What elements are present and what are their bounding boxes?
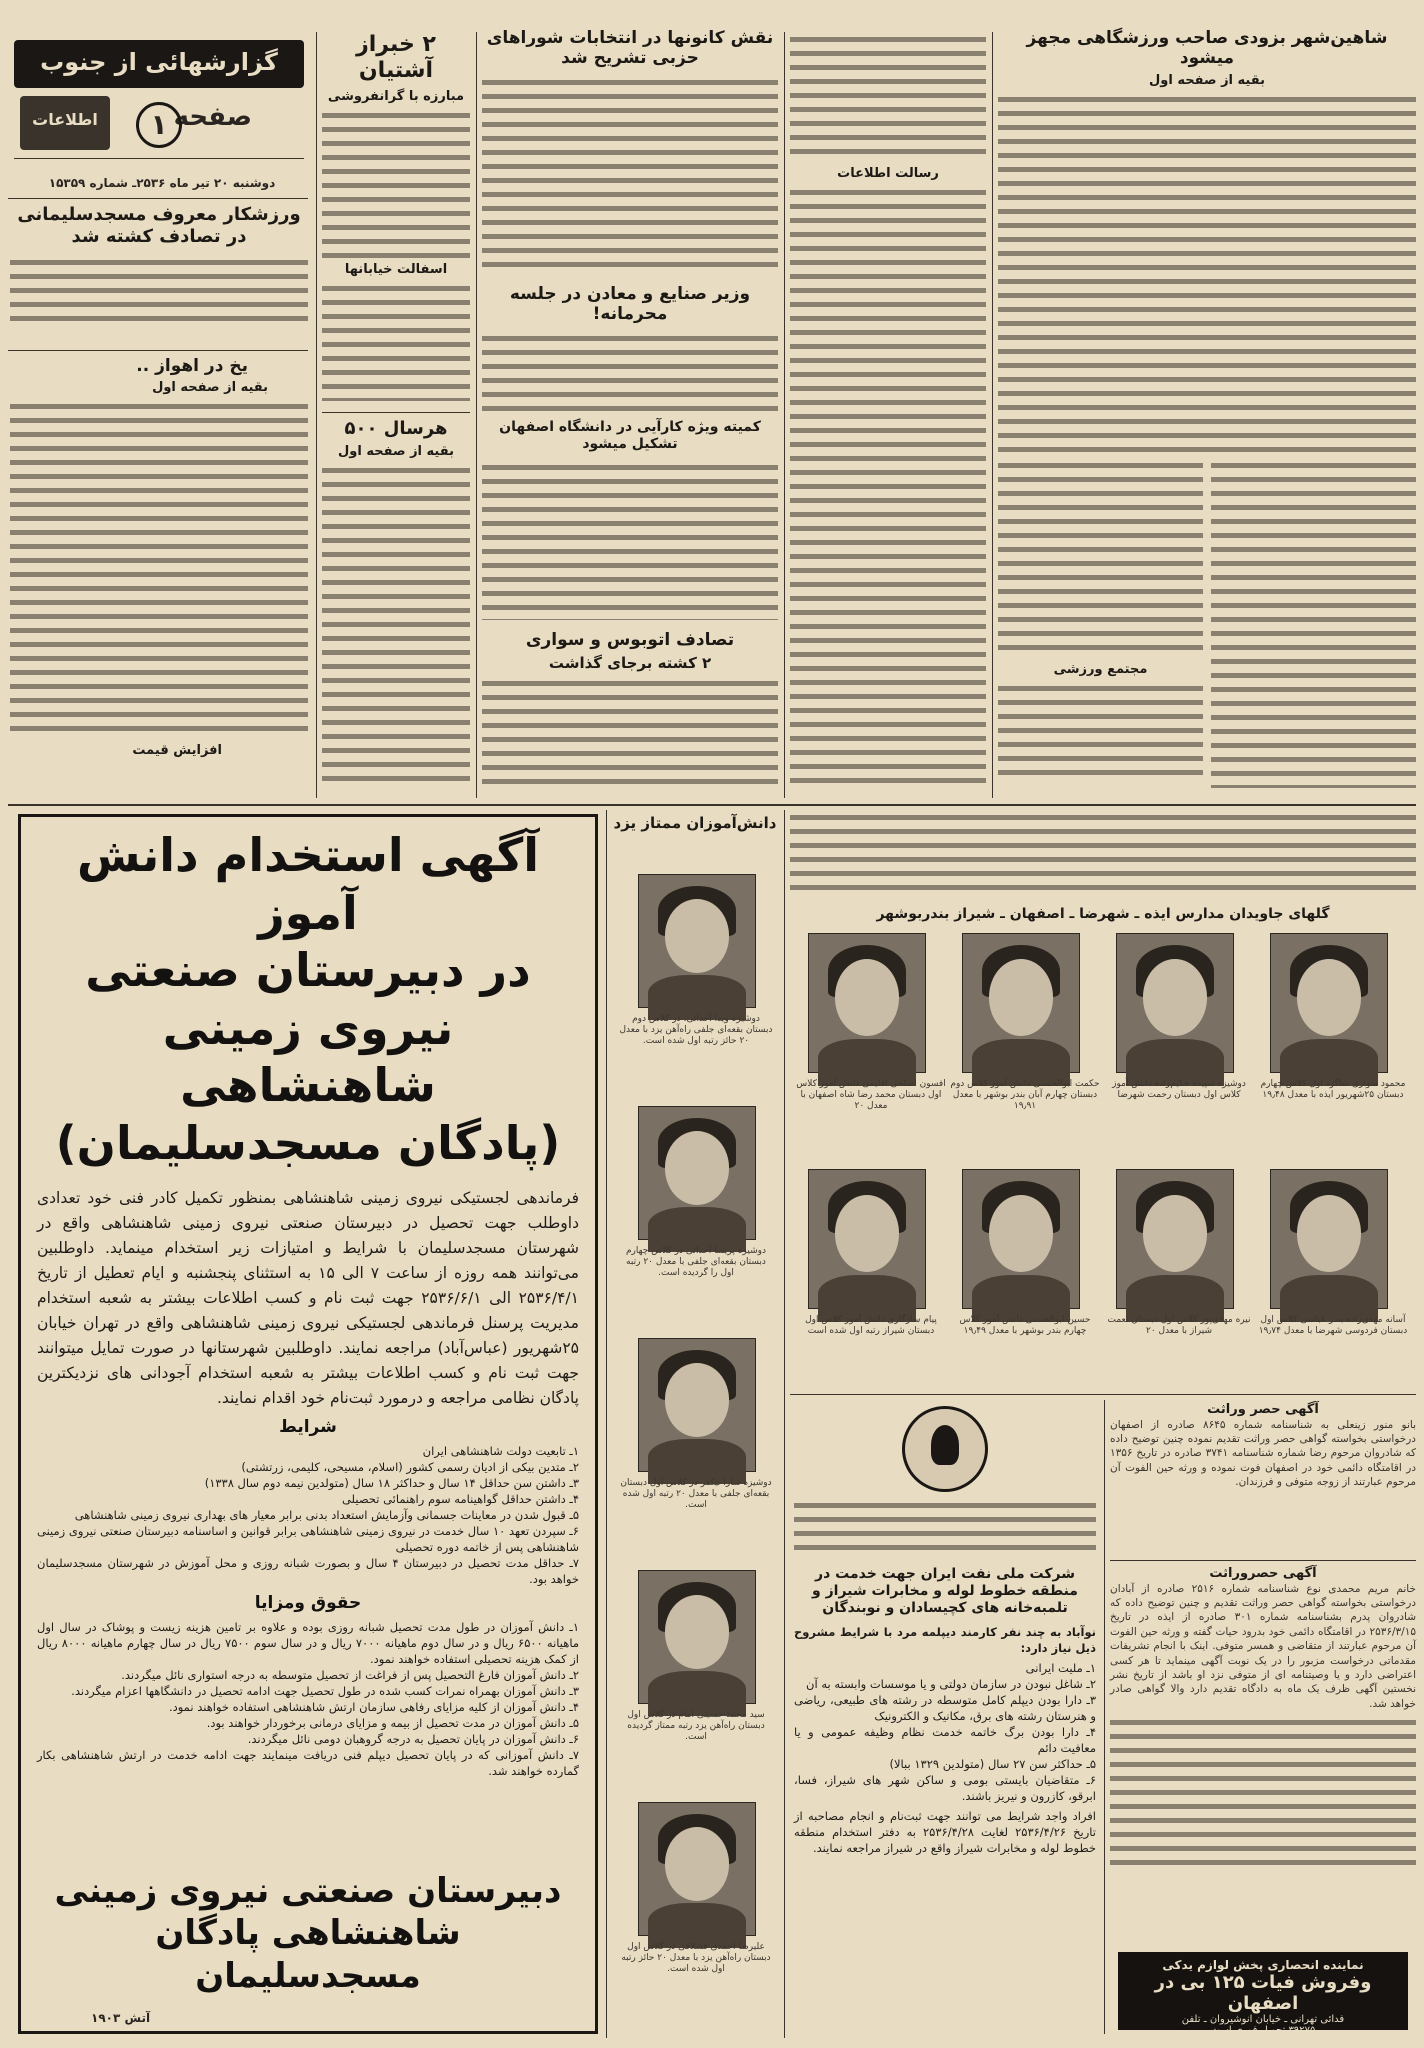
page-number: ۱: [150, 108, 168, 141]
employment-ad: [18, 814, 598, 2034]
fiat-line-3: فدائی تهرانی ـ خیابان انوشیروان ـ تلفن: [1181, 2014, 1345, 2025]
newspaper-logo: [20, 96, 110, 150]
article-continuation: [790, 32, 986, 798]
students-yazd: [612, 810, 778, 2038]
article-body: [998, 92, 1416, 452]
student-caption: سید محمد حسینی امام در کلاس اول دبستان راه‌آهن یزد رتبه ممتاز گردیده است.: [627, 1710, 765, 1742]
fiat-line-2: وفروش فیات ۱۲۵ بی در اصفهان: [1154, 1972, 1372, 2014]
article-shahinshahr: [998, 28, 1416, 800]
article-body: [482, 75, 778, 271]
article-body: [482, 331, 778, 411]
headline: ورزشکار معروف مسجدسلیمانی در تصادف کشته شد: [17, 204, 301, 247]
oil-ad-preamble: [794, 1498, 1096, 1558]
student-photo: [808, 933, 926, 1073]
subline: بقیه از صفحه اول: [152, 380, 268, 396]
article-athlete: [10, 204, 308, 346]
benefits-title: حقوق ومزایا: [254, 1593, 362, 1613]
subhead: افزایش قیمت: [126, 743, 228, 758]
student-photo: [1270, 933, 1388, 1073]
article-industry: [482, 284, 778, 644]
notice-body: خانم مریم محمدی نوع شناسنامه شماره ۲۵۱۶ صادره از آبادان درخواستی بخواسته گواهی حصر وراثت تقدیم و چنین توضیح داده که شادروان پدرم بشناسنامه شماره ۳۰۱ صادره از ایذه در تاریخ ۲۵۳۶/۳/۱۵ در اقامتگاه دائمی خود بدرود حیات گفته و ورثه حین الفوت آن مرحوم عبارتند از متقاضی و همسر متوفی. اینک با انجام تشریفات مقدماتی درخواست مزبور را در یک نوبت آگهی مینماید تا هر کسی اعتراضی دارد و یا وصیتنامه ای از متوفی نزد او باشد از تاریخ نشر نخستین آگهی ظرف یک ماه به دادگاه تقدیم دارد والا گواهی صادر خواهد شد.: [1110, 1582, 1417, 1710]
article-body: [10, 399, 308, 739]
fiat-line-4: ۳۹۲۷۵ تحویل فوری است: [1210, 2025, 1316, 2036]
flame-icon: [931, 1425, 959, 1465]
oil-logo: [902, 1406, 988, 1492]
student-caption: آسانه مهدی‌زاده بندر عباسی کلاس اول دبستان فردوسی شهرضا با معدل ۱۹٫۷۴: [1258, 1314, 1408, 1336]
condition-item: ۶ـ سپردن تعهد ۱۰ سال خدمت در نیروی زمینی شاهنشاهی برابر قوانین و اساسنامه دبیرستان صنعتی نیروی زمینی شاهنشاهی پس از خاتمه دوره تحصیلی: [37, 1524, 579, 1554]
article-body-2: [482, 460, 778, 620]
ad-code: آتش ۱۹۰۳: [91, 2011, 151, 2025]
student-caption: افسون اصلحی اقلیمی دانش آموز کلاس اول دبستان محمد رضا شاه اصفهان با معدل ۲۰: [796, 1078, 946, 1111]
headline: وزیر صنایع و معادن در جلسه محرمانه!: [509, 284, 751, 325]
oil-requirement-item: ۵ـ حداکثر سن ۲۷ سال (متولدین ۱۳۲۹ ببالا): [889, 1757, 1096, 1772]
oil-requirement-item: ۱ـ ملیت ایرانی: [1025, 1661, 1096, 1676]
article-bus: [482, 630, 778, 798]
article-body-4: [998, 681, 1203, 781]
ad-body: فرماندهی لجستیکی نیروی زمینی شاهنشاهی بمنظور تکمیل کادر فنی خود تعدادی داوطلب جهت تحصیل در دبیرستان صنعتی نیروی زمینی شاهنشاهی واقع در شهرستان مسجدسلیمان با شرایط و امتیازات زیر استخدام مینماید. داوطلبین می‌توانند همه روزه از ساعت ۷ الی ۱۵ به استثنای پنجشنبه و ایام تعطیل از تاریخ ۲۵۳۶/۴/۱ الی ۲۵۳۶/۶/۱ جهت ثبت نام و کسب اطلاعات بیشتر به شعبه استخدام مدیریت پرسنل فرماندهی لجستیکی نیروی زمینی شاهنشاهی واقع در تهران خیابان ۲۵شهریور (عباس‌آباد) مراجعه نمایند. داوطلبین شهرستانها در صورت تمایل میتوانند جهت ثبت نام و کسب اطلاعات بیشتر به شعبه استخدام آجودانی های نزدیکترین پادگان نظامی مراجعه و درمورد ثبت‌نام خود اقدام نمایند.: [37, 1189, 579, 1407]
ad-headline-2: در دبیرستان صنعتی: [85, 943, 531, 997]
article-body: [482, 676, 778, 786]
fiat-line-1: نماینده انحصاری پخش لوازم یدکی: [1162, 1958, 1364, 1972]
oil-requirement-item: ۳ـ دارا بودن دیپلم کامل متوسطه در رشته های طبیعی، ریاضی و هنرستان رشته های برق، مکانیک و الکترونیک: [794, 1693, 1096, 1724]
article-body-2: [1211, 458, 1416, 788]
student-caption: حکمت ابوالحسنی دانش آموز کلاس دوم دبستان چهارم آبان بندر بوشهر با معدل ۱۹٫۹۱: [950, 1078, 1100, 1111]
subline: بقیه از صفحه اول: [338, 443, 454, 459]
student-photo: [1270, 1169, 1388, 1309]
subhead: اسفالت خیابانها: [344, 261, 448, 277]
article-body-2: [790, 185, 986, 785]
oil-ad-body: نوآباد به چند نفر کارمند دیپلمه مرد با شرایط مشروح ذیل نیاز دارد:: [794, 1625, 1096, 1656]
condition-item: ۱ـ تابعیت دولت شاهنشاهی ایران: [422, 1444, 579, 1458]
page-label: صفحه: [173, 102, 252, 132]
article-ahvaz: [10, 356, 308, 796]
masthead-title-band: [14, 40, 304, 88]
headline: تصادف اتوبوس و سواری: [525, 630, 735, 650]
fiat-ad: [1118, 1952, 1408, 2036]
section-title: رسالت اطلاعات: [837, 166, 939, 181]
oil-requirement-item: ۶ـ متقاضیان بایستی بومی و ساکن شهر های شیراز، فسا، ابرقو، کازرون و نیریز باشند.: [794, 1773, 1096, 1804]
article-body-3: [998, 458, 1203, 658]
article-body-2: [322, 281, 470, 401]
masthead: [6, 32, 312, 172]
ad-footer-1: دبیرستان صنعتی نیروی زمینی: [54, 1870, 562, 1911]
student-photo: [638, 1802, 756, 1936]
benefit-item: ۳ـ دانش آموزان بهمراه نمرات کسب شده در طول تحصیل جهت ادامه تحصیل در دانشگاهها اعزام میگردند.: [71, 1684, 579, 1698]
student-photo: [808, 1169, 926, 1309]
benefit-item: ۷ـ دانش آموزانی که در پایان تحصیل دیپلم فنی دریافت مینمایند جهت ادامه خدمت در ارتش شاهنشاهی بکار گمارده خواهند شد.: [37, 1748, 579, 1778]
headline: شاهین‌شهر بزودی صاحب ورزشگاهی مجهز میشود: [1026, 28, 1388, 69]
inheritance-notice-1: [1110, 1402, 1416, 1556]
article-hersal: [322, 418, 470, 798]
ad-footer-2: شاهنشاهی پادگان مسجدسلیمان: [155, 1913, 461, 1996]
student-caption: علیرضا احمدی قشلاقی در کلاس اول دبستان راه‌آهن یزد با معدل ۲۰ حائز رتبه اول شده است.: [621, 1942, 771, 1974]
column-title: گزارشهائی از جنوب: [40, 48, 278, 76]
article-two-news: [322, 32, 470, 408]
oil-ad-title: شرکت ملی نفت ایران جهت خدمت در منطقه خطوط لوله و مخابرات شیراز و تلمبه‌خانه های کچیسادان و نوبندگان: [812, 1566, 1078, 1616]
notice-title: آگهی حصروراثت: [1209, 1566, 1317, 1581]
benefit-item: ۵ـ دانش آموزان در مدت تحصیل از بیمه و مزایای درمانی برخوردار خواهند بود.: [206, 1716, 579, 1730]
notice-body: بانو منور زینعلی به شناسنامه شماره ۸۶۴۵ صادره از اصفهان درخواستی بخواسته گواهی حصر وراثت تقدیم نموده چنین توضیح داده که شادروان مرحوم رضا شماره شناسنامه ۳۷۴۱ صادره در تاریخ ۱۳۵۶ در اقامتگاه دائمی خود در اصفهان فوت نموده و ورثه حین الفوت آن مرحوم عبارتند از زوجه متوفی و فرزندان.: [1110, 1418, 1416, 1489]
article-body: [322, 108, 470, 258]
student-caption: نیره مهدی‌پور کلاس اول دبستان نعمت شیراز با معدل ۲۰: [1107, 1314, 1251, 1336]
oil-ad-footer: افراد واجد شرایط می توانند جهت ثبت‌نام و انجام مصاحبه از تاریخ ۲۵۳۶/۴/۲۶ لغایت ۲۵۳۶/۴/۲۸ به دفتر استخدام منطقه خطوط لوله و مخابرات شیراز واقع در شیراز مراجعه نمایند.: [794, 1809, 1096, 1856]
condition-item: ۴ـ داشتن حداقل گواهینامه سوم راهنمائی تحصیلی: [341, 1492, 579, 1506]
condition-item: ۲ـ متدین بیکی از ادیان رسمی کشور (اسلام، مسیحی، کلیمی، زرتشتی): [241, 1460, 579, 1474]
benefit-item: ۱ـ دانش آموزان در طول مدت تحصیل شبانه روزی بوده و علاوه بر تامین هزینه زیست و پوشاک در سال اول ماهیانه ۶۵۰۰ ریال و در سال دوم ماهیانه ۷۰۰۰ ریال و در سال سوم ۷۵۰۰ ریال در سال چهارم ماهیانه ۸۰۰۰ ریال از کمک هزینه تحصیلی استفاده خواهند نمود.: [37, 1620, 579, 1666]
article-body: [10, 255, 308, 325]
subline: ۲ کشته برجای گذاشت: [548, 654, 712, 673]
student-caption: دوشیزه ویدا آحدائی، در کلاس دوم دبستان بقعه‌ای جلفی راه‌آهن یزد با معدل ۲۰ حائز رتبه اول شده است.: [619, 1014, 773, 1046]
section-title: دانش‌آموزان ممتاز یزد: [613, 814, 777, 832]
article-body: [790, 810, 1416, 894]
student-caption: حسین ابوالحسنی دانش آموز کلاس چهارم بندر بوشهر با معدل ۱۹٫۴۹: [959, 1314, 1091, 1336]
notice-title: آگهی حصر وراثت: [1207, 1402, 1319, 1417]
shahinshahr-tail: [790, 810, 1416, 900]
student-photo: [1116, 933, 1234, 1073]
inheritance-notice-2: [1110, 1566, 1416, 1946]
student-caption: محمود سواری شاگرد اول کلاس چهارم دبستان ۲۵شهریور ایذه با معدل ۱۹٫۴۸: [1260, 1078, 1406, 1100]
conditions-list: [37, 1443, 579, 1587]
logo-text: اطلاعات: [32, 110, 98, 129]
condition-item: ۳ـ داشتن سن حداقل ۱۴ سال و حداکثر ۱۸ سال (متولدین نیمه دوم سال ۱۳۳۸): [204, 1476, 579, 1490]
headline: نقش کانونها در انتخابات شوراهای حزبی تشریح شد: [486, 28, 774, 69]
headline: ۲ خبراز آشتیان: [356, 32, 436, 84]
subline: بقیه از صفحه اول: [1149, 72, 1265, 88]
subline: مبارزه با گرانفروشی: [327, 88, 465, 104]
student-photo: [638, 1570, 756, 1704]
notice-body-extra: [1110, 1715, 1416, 1865]
page-number-badge: [136, 102, 182, 148]
student-photo: [1116, 1169, 1234, 1309]
student-photo: [962, 1169, 1080, 1309]
article-councils: [482, 28, 778, 278]
subheadline: کمیته ویژه کارآیی در دانشگاه اصفهان تشکیل میشود: [499, 418, 761, 452]
oil-list: [794, 1660, 1096, 1804]
condition-item: ۷ـ حداقل مدت تحصیل در دبیرستان ۴ سال و بصورت شبانه روزی و محل آموزش در شهرستان مسجدسلیمان خواهد بود.: [37, 1556, 580, 1586]
oil-company-ad: [790, 1400, 1100, 2034]
subhead: مجتمع ورزشی: [1053, 661, 1148, 677]
conditions-title: شرایط: [279, 1417, 337, 1437]
student-photo: [638, 1338, 756, 1472]
student-caption: پیام سازگاری دانش آموز کلاس اول دبستان شیراز رتبه اول شده است: [805, 1314, 937, 1336]
ad-headline-3: نیروی زمینی شاهنشاهی: [162, 1000, 454, 1112]
benefit-item: ۶ـ دانش آموزان در پایان تحصیل به درجه گروهبان دومی نائل میگردند.: [247, 1732, 579, 1746]
student-caption: دوشیزه سپیده حکیم‌زاده دانش آموز کلاس اول دبستان رحمت شهرضا: [1112, 1078, 1246, 1100]
oil-requirement-item: ۴ـ دارا بودن برگ خاتمه خدمت نظام وظیفه عمومی و یا معافیت دائم: [794, 1725, 1096, 1756]
student-photo: [638, 1106, 756, 1240]
oil-requirement-item: ۲ـ شاغل نبودن در سازمان دولتی و یا موسسات وابسته به آن: [806, 1677, 1096, 1692]
ad-headline-1: آگهی استخدام دانش آموز: [76, 828, 540, 940]
student-caption: دوشیزه پریسا آحدائی در کلاس چهارم دبستان بقعه‌ای جلفی با معدل ۲۰ رتبه اول را گردیده است.: [625, 1246, 766, 1278]
condition-item: ۵ـ قبول شدن در معاینات جسمانی وآزمایش استعداد بدنی برابر معیار های بهداری نیروی زمینی شاهنشاهی: [74, 1508, 579, 1522]
section-title: گلهای جاویدان مدارس ایذه ـ شهرضا ـ اصفهان ـ شیراز بندربوشهر: [876, 906, 1330, 922]
ad-headline-4: (پادگان مسجدسلیمان): [55, 1115, 561, 1170]
article-body: [790, 32, 986, 162]
student-photo: [962, 933, 1080, 1073]
student-caption: دوشیزه سارا نیکفر در کلاس اول دبستان بقعه‌ای جلفی با معدل ۲۰ رتبه اول شده است.: [620, 1478, 772, 1510]
date-line: دوشنبه ۲۰ تیر ماه ۲۵۳۶ـ شماره ۱۵۳۵۹: [48, 176, 276, 190]
headline: هرسال ۵۰۰: [344, 418, 448, 439]
student-photo: [638, 874, 756, 1008]
benefit-item: ۴ـ دانش آموزان از کلیه مزایای رفاهی سازمان ارتش شاهنشاهی استفاده خواهند نمود.: [168, 1700, 579, 1714]
benefit-item: ۲ـ دانش آموزان فارغ التحصیل پس از فراغت از تحصیل متوسطه به درجه استواری نائل میگردند.: [121, 1668, 579, 1682]
headline: یخ در اهواز ..: [136, 356, 248, 376]
benefits-list: [37, 1619, 579, 1779]
article-body: [322, 463, 470, 783]
